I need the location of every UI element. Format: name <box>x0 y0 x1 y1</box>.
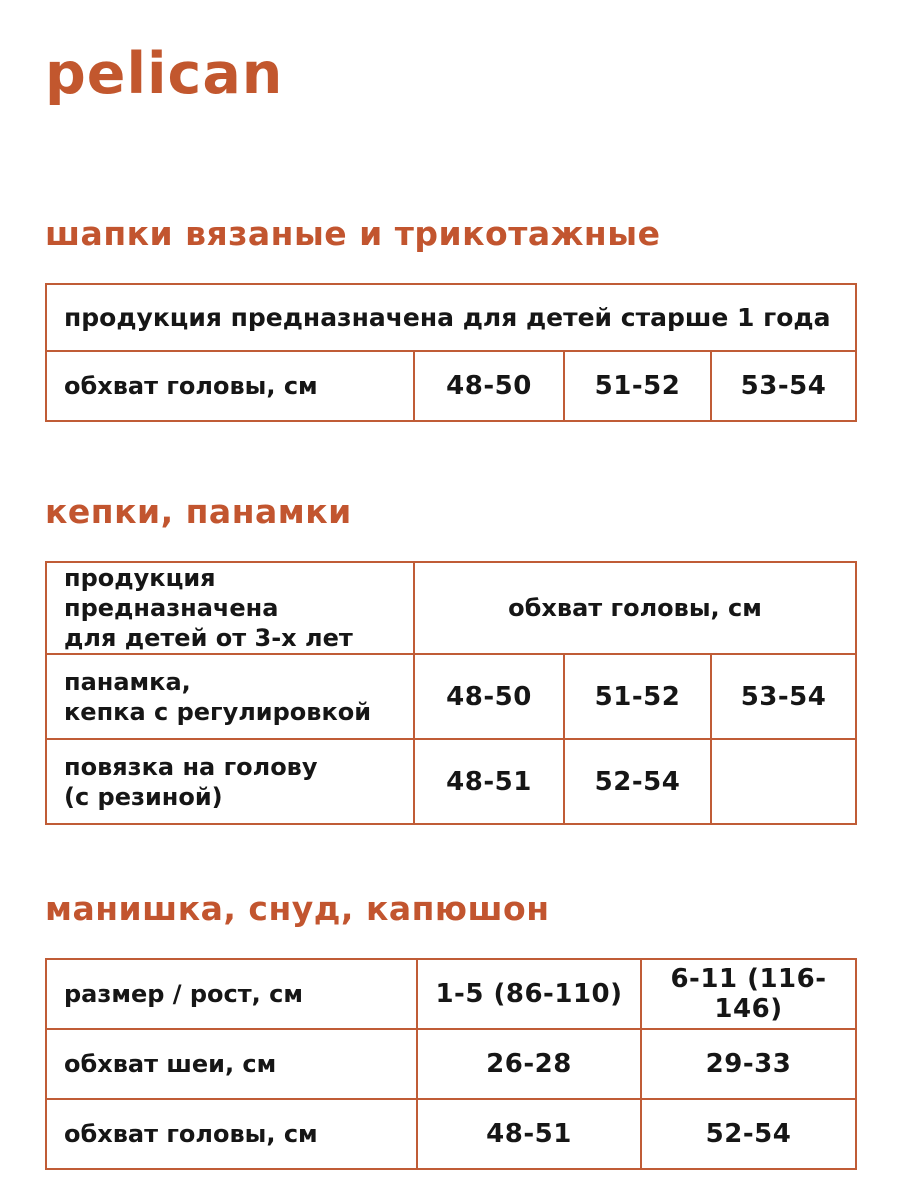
row-label-line1: повязка на голову <box>64 752 318 781</box>
age-note: продукция предназначена для детей старше 1 года <box>46 284 856 351</box>
row-label-line2: (с резиной) <box>64 782 223 811</box>
size-value: 6-11 (116-146) <box>641 959 856 1029</box>
size-value: 48-50 <box>414 351 564 421</box>
row-label-headband <box>46 739 414 824</box>
column-header-head-circumference: обхват головы, см <box>414 562 856 654</box>
age-note-line1: продукция предназначена <box>64 564 279 622</box>
row-label-head-circumference: обхват головы, см <box>46 351 414 421</box>
size-value: 53-54 <box>711 351 856 421</box>
table-row <box>46 351 856 421</box>
size-value: 51-52 <box>564 351 711 421</box>
table-row <box>46 654 856 739</box>
age-note <box>46 562 414 654</box>
section-heading-hats: шапки вязаные и трикотажные <box>45 214 661 253</box>
table-row <box>46 1029 856 1099</box>
size-value-empty <box>711 739 856 824</box>
age-note-line2: для детей от 3-х лет <box>64 624 353 652</box>
section-heading-caps: кепки, панамки <box>45 492 352 531</box>
size-value: 1-5 (86-110) <box>417 959 641 1029</box>
section-heading-scarves: манишка, снуд, капюшон <box>45 889 550 928</box>
size-value: 52-54 <box>564 739 711 824</box>
size-value: 51-52 <box>564 654 711 739</box>
table-row <box>46 739 856 824</box>
size-value: 26-28 <box>417 1029 641 1099</box>
size-value: 53-54 <box>711 654 856 739</box>
row-label-head-circumference: обхват головы, см <box>46 1099 417 1169</box>
size-value: 52-54 <box>641 1099 856 1169</box>
row-label-panama-cap <box>46 654 414 739</box>
brand-logo: pelican <box>45 41 284 107</box>
table-row <box>46 1099 856 1169</box>
row-label-size-height: размер / рост, см <box>46 959 417 1029</box>
size-value: 29-33 <box>641 1029 856 1099</box>
table-header-row <box>46 562 856 654</box>
table-row <box>46 284 856 351</box>
scarves-size-table <box>45 958 857 1170</box>
row-label-line1: панамка, <box>64 667 191 696</box>
size-value: 48-51 <box>417 1099 641 1169</box>
hats-size-table <box>45 283 857 422</box>
size-value: 48-51 <box>414 739 564 824</box>
row-label-line2: кепка с регулировкой <box>64 697 372 726</box>
table-row <box>46 959 856 1029</box>
row-label-neck-circumference: обхват шеи, см <box>46 1029 417 1099</box>
size-value: 48-50 <box>414 654 564 739</box>
caps-size-table <box>45 561 857 825</box>
